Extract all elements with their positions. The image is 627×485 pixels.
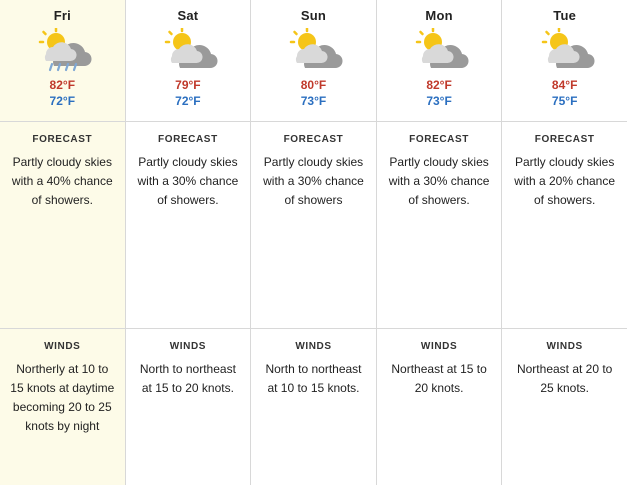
high-temperature: 80°F [300,78,327,92]
winds-block [0,322,125,436]
forecast-block [377,122,502,210]
day-name: Tue [553,8,577,23]
day-name: Sun [300,8,327,23]
forecast-label: FORECAST [157,134,218,145]
day-name: Sat [177,8,199,23]
high-temperature: 82°F [426,78,452,92]
sun-cloud-icon [535,27,595,73]
winds-label: WINDS [546,341,583,352]
forecast-text: Partly cloudy skies with a 20% chance of showers. [514,155,616,207]
low-temperature: 75°F [551,94,578,108]
low-temperature: 72°F [49,94,76,108]
forecast-label: FORECAST [534,134,595,145]
day-column-fri[interactable] [0,0,126,485]
day-column-sun[interactable] [251,0,377,485]
divider [251,328,376,329]
forecast-block [126,122,251,210]
sun-cloud-rain-icon [32,27,92,73]
forecast-text: Partly cloudy skies with a 30% chance of showers. [137,155,239,207]
winds-label: WINDS [169,341,207,352]
divider [0,328,125,329]
sun-cloud-icon [409,27,469,73]
winds-label: WINDS [295,341,332,352]
winds-block [251,322,376,398]
sun-cloud-icon [158,27,218,73]
winds-label: WINDS [44,341,81,352]
forecast-label: FORECAST [409,134,469,145]
day-column-mon[interactable] [377,0,503,485]
forecast-block [0,122,125,210]
divider [126,328,251,329]
high-temperature: 79°F [175,78,201,92]
winds-text: Northerly at 10 to 15 knots at daytime becoming 20 to 25 knots by night [10,362,115,433]
winds-text: Northeast at 20 to 25 knots. [516,362,613,395]
sun-cloud-icon [283,27,343,73]
divider [502,328,627,329]
winds-block [502,322,627,398]
forecast-block [251,122,376,210]
winds-label: WINDS [420,341,458,352]
divider [377,328,502,329]
high-temperature: 84°F [551,78,578,92]
day-name: Mon [425,8,453,23]
forecast-block [502,122,627,210]
winds-text: North to northeast at 10 to 15 knots. [265,362,362,395]
forecast-label: FORECAST [283,134,344,145]
winds-text: Northeast at 15 to 20 knots. [391,362,487,395]
low-temperature: 73°F [426,94,452,108]
low-temperature: 73°F [300,94,327,108]
high-temperature: 82°F [49,78,76,92]
winds-text: North to northeast at 15 to 20 knots. [139,362,236,395]
low-temperature: 72°F [175,94,201,108]
winds-block [126,322,251,398]
day-column-sat[interactable] [126,0,252,485]
day-column-tue[interactable] [502,0,627,485]
forecast-label: FORECAST [32,134,93,145]
forecast-text: Partly cloudy skies with a 30% chance of showers [263,155,364,207]
forecast-text: Partly cloudy skies with a 30% chance of showers. [388,155,490,207]
forecast-text: Partly cloudy skies with a 40% chance of showers. [11,155,113,207]
winds-block [377,322,502,398]
day-name: Fri [53,8,71,23]
